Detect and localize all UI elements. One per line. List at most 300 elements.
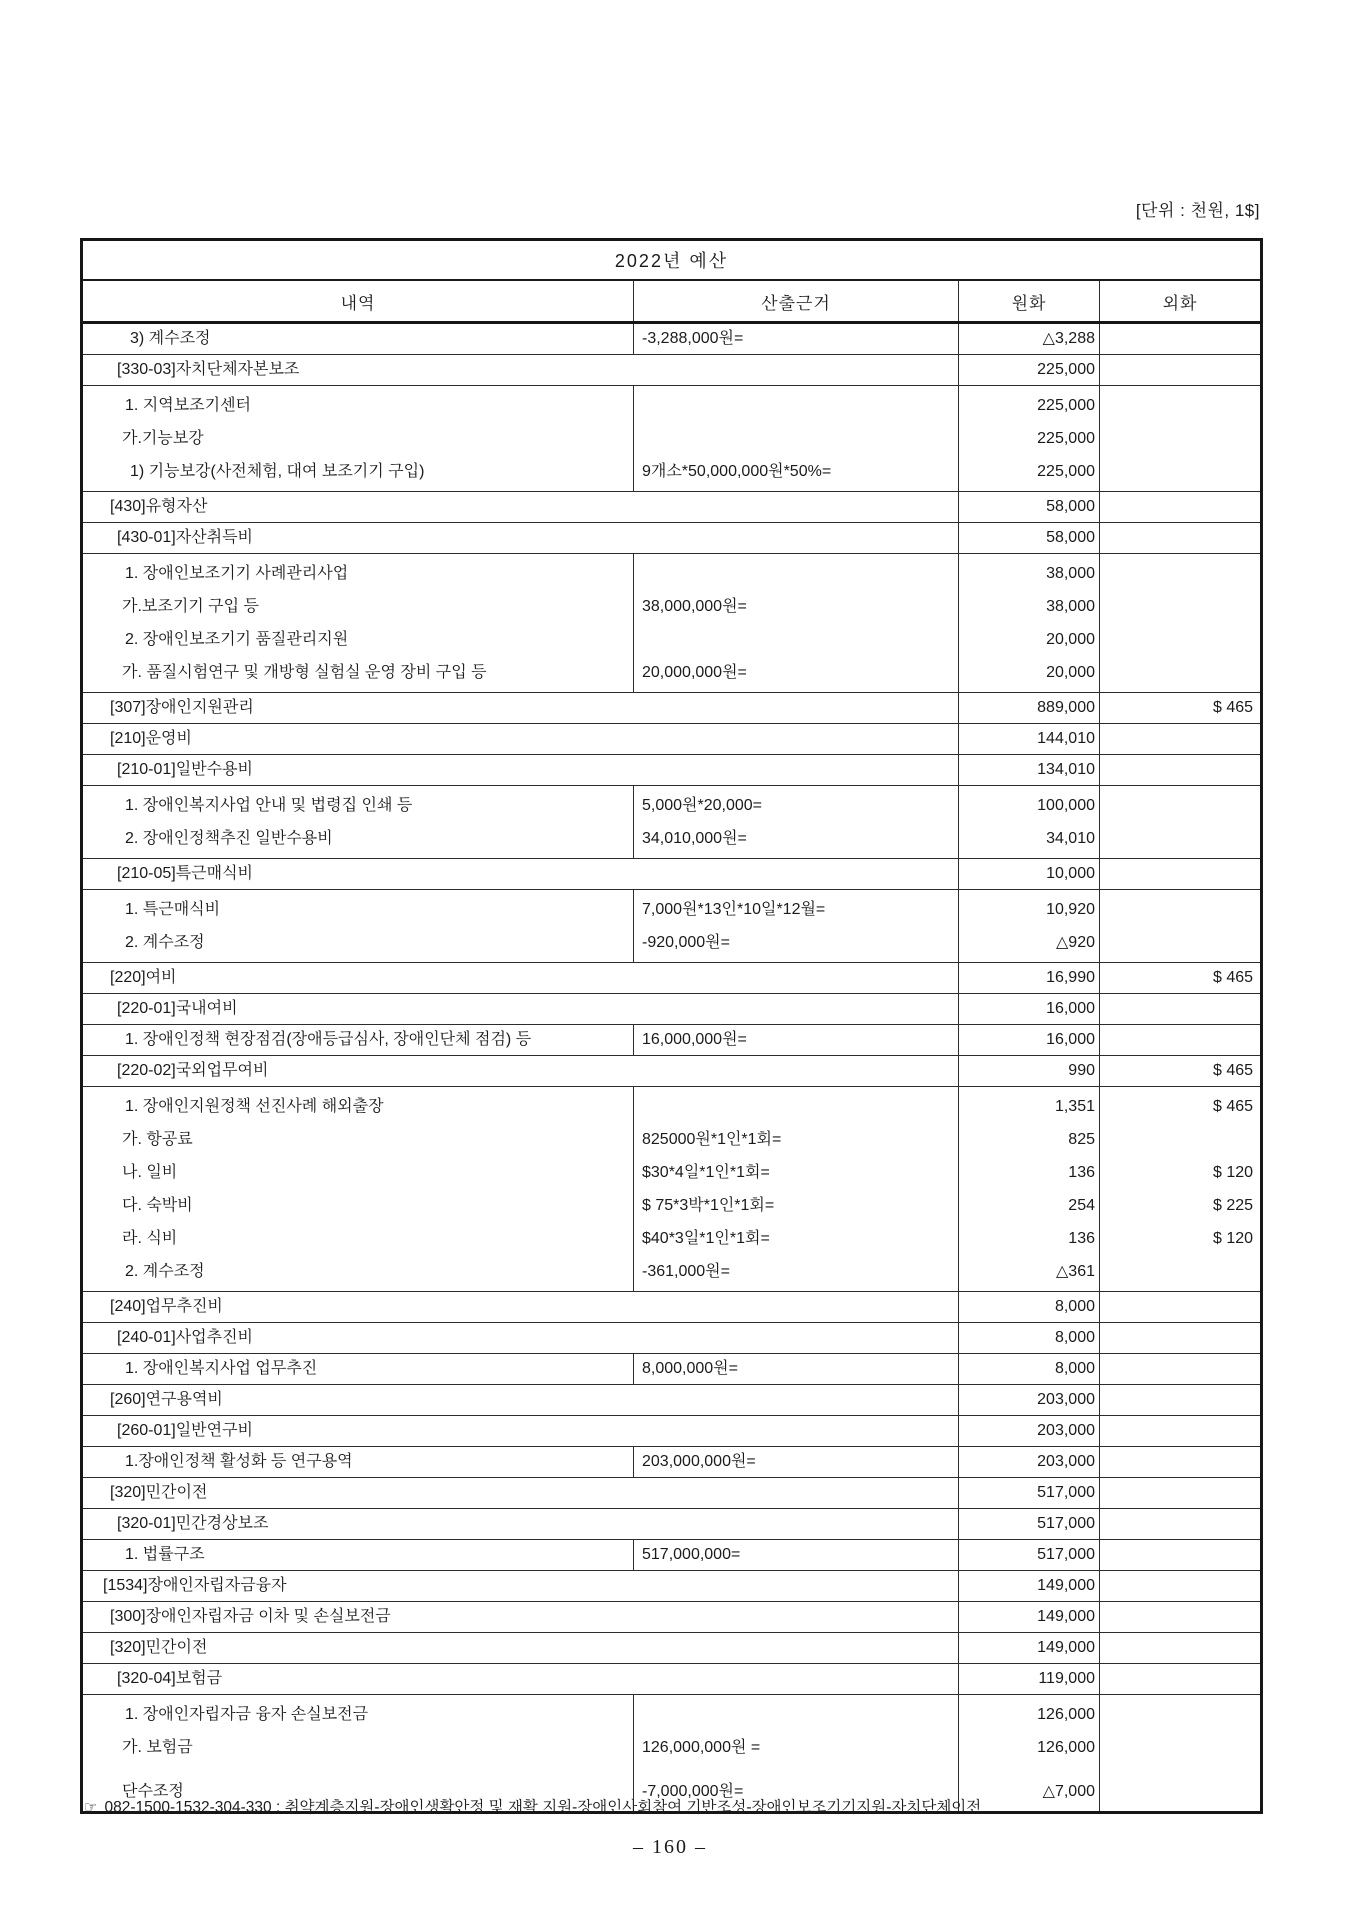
table-row: [82, 1056, 1262, 1087]
item-cell: [82, 492, 959, 523]
table-row: [82, 1571, 1262, 1602]
item-label: [220-01]국내여비: [117, 1000, 238, 1017]
calc-basis: 16,000,000원=: [642, 1031, 747, 1048]
table-title-row: [82, 240, 1262, 281]
basis-cell: [634, 554, 959, 693]
calc-basis: -920,000원=: [642, 934, 730, 951]
item-label: 가. 품질시험연구 및 개방형 실험실 운영 장비 구입 등: [122, 664, 487, 681]
usd-cell: [1100, 786, 1262, 859]
krw-cell: [959, 386, 1100, 492]
item-cell: [82, 755, 959, 786]
krw-cell: [959, 994, 1100, 1025]
item-label: 1. 지역보조기센터: [125, 397, 251, 414]
usd-amount: [1100, 1731, 1260, 1764]
usd-amount: $ 120: [1212, 1230, 1254, 1247]
table-row: [82, 963, 1262, 994]
item-cell: [82, 1664, 959, 1695]
usd-amount: [1100, 1478, 1260, 1508]
table-title: 2022년 예산: [82, 240, 1262, 281]
usd-amount: $ 465: [1212, 1098, 1254, 1115]
item-label: [300]장애인자립자금 이차 및 손실보전금: [110, 1608, 391, 1625]
table-row: [82, 786, 1262, 859]
calc-basis: [634, 623, 958, 656]
usd-cell: [1100, 1664, 1262, 1695]
item-label: 1. 장애인복지사업 업무추진: [125, 1360, 318, 1377]
usd-cell: [1100, 1323, 1262, 1354]
krw-cell: [959, 786, 1100, 859]
krw-amount: 225,000: [1037, 463, 1095, 480]
pointing-hand-icon: ☞: [84, 1799, 98, 1816]
usd-amount: [1100, 523, 1260, 553]
table-row: [82, 1087, 1262, 1292]
krw-amount: 517,000: [1037, 1546, 1095, 1563]
item-cell: [82, 1509, 959, 1540]
krw-cell: [959, 1087, 1100, 1292]
table-row: [82, 1478, 1262, 1509]
krw-cell: [959, 1323, 1100, 1354]
table-row: [82, 693, 1262, 724]
usd-cell: [1100, 323, 1262, 355]
usd-cell: [1100, 1447, 1262, 1478]
krw-amount: 225,000: [1037, 361, 1095, 378]
item-label: [210-05]특근매식비: [117, 865, 253, 882]
krw-amount: 16,000: [1046, 1031, 1095, 1048]
krw-cell: [959, 1571, 1100, 1602]
krw-cell: [959, 963, 1100, 994]
table-row: [82, 1633, 1262, 1664]
item-label: 가.기능보강: [122, 430, 204, 447]
usd-amount: [1100, 755, 1260, 785]
krw-amount: 203,000: [1037, 1422, 1095, 1439]
col-header-detail: 내역: [82, 280, 634, 323]
item-label: 가. 보험금: [122, 1739, 193, 1756]
item-cell: [82, 1478, 959, 1509]
krw-cell: [959, 1447, 1100, 1478]
krw-amount: 517,000: [1037, 1515, 1095, 1532]
col-header-calc-basis: 산출근거: [634, 280, 959, 323]
usd-cell: [1100, 1602, 1262, 1633]
usd-amount: [1100, 1255, 1260, 1288]
krw-cell: [959, 1416, 1100, 1447]
table-row: [82, 523, 1262, 554]
krw-amount: 225,000: [1037, 430, 1095, 447]
item-label: [320]민간이전: [110, 1639, 208, 1656]
item-label: [220]여비: [110, 969, 177, 986]
krw-amount: 134,010: [1037, 761, 1095, 778]
calc-basis: -361,000원=: [642, 1263, 730, 1280]
krw-amount: 1,351: [1054, 1098, 1095, 1115]
usd-amount: $ 465: [1212, 969, 1254, 986]
table-row: [82, 1540, 1262, 1571]
basis-cell: [634, 890, 959, 963]
krw-amount: △920: [1056, 934, 1095, 951]
usd-amount: [1100, 355, 1260, 385]
krw-amount: 149,000: [1037, 1639, 1095, 1656]
item-label: [260]연구용역비: [110, 1391, 223, 1408]
krw-amount: 38,000: [1046, 565, 1095, 582]
usd-amount: [1100, 1123, 1260, 1156]
table-row: [82, 1292, 1262, 1323]
krw-amount: 100,000: [1037, 797, 1095, 814]
item-cell: [82, 1354, 634, 1385]
item-label: [430]유형자산: [110, 498, 208, 515]
item-label: [320-04]보험금: [117, 1670, 223, 1687]
usd-cell: [1100, 554, 1262, 693]
table-row: [82, 1354, 1262, 1385]
table-row: [82, 492, 1262, 523]
krw-cell: [959, 1025, 1100, 1056]
krw-cell: [959, 323, 1100, 355]
item-cell: [82, 323, 634, 355]
usd-cell: [1100, 724, 1262, 755]
calc-basis: 517,000,000=: [642, 1546, 741, 1563]
basis-cell: [634, 1447, 959, 1478]
item-label: 2. 장애인보조기기 품질관리지원: [125, 631, 349, 648]
item-cell: [82, 1416, 959, 1447]
usd-cell: [1100, 1056, 1262, 1087]
usd-amount: [1100, 1447, 1260, 1477]
item-cell: [82, 1633, 959, 1664]
usd-cell: [1100, 1385, 1262, 1416]
calc-basis: 203,000,000원=: [642, 1453, 756, 1470]
table-row: [82, 1664, 1262, 1695]
krw-amount: 144,010: [1037, 730, 1095, 747]
krw-amount: 225,000: [1037, 397, 1095, 414]
table-row: [82, 323, 1262, 355]
krw-amount: 990: [1068, 1062, 1095, 1079]
table-row: [82, 890, 1262, 963]
krw-amount: 126,000: [1037, 1739, 1095, 1756]
item-label: [307]장애인지원관리: [110, 699, 254, 716]
item-label: [210-01]일반수용비: [117, 761, 253, 778]
krw-amount: 126,000: [1037, 1706, 1095, 1723]
usd-amount: [1100, 1602, 1260, 1632]
table-row: [82, 1447, 1262, 1478]
krw-cell: [959, 1633, 1100, 1664]
calc-basis: [634, 1090, 958, 1123]
krw-cell: [959, 1602, 1100, 1633]
item-cell: [82, 355, 959, 386]
usd-amount: [1100, 455, 1260, 488]
krw-amount: 58,000: [1046, 529, 1095, 546]
item-label: 1) 기능보강(사전체험, 대여 보조기기 구입): [130, 463, 425, 480]
krw-amount: 254: [1068, 1197, 1095, 1214]
item-cell: [82, 1025, 634, 1056]
usd-amount: [1100, 1540, 1260, 1570]
col-header-krw: 원화: [959, 280, 1100, 323]
item-cell: [82, 1056, 959, 1087]
item-label: 2. 계수조정: [125, 934, 205, 951]
footnote-text: 082-1500-1532-304-330 : 취약계층지원-장애인생활안정 및 재활 지원-장애인사회참여 기반조성-장애인보조기기지원-자치단체이전: [104, 1799, 982, 1816]
item-label: 1.장애인정책 활성화 등 연구용역: [125, 1453, 353, 1470]
krw-cell: [959, 1354, 1100, 1385]
usd-cell: [1100, 1087, 1262, 1292]
krw-cell: [959, 1478, 1100, 1509]
krw-cell: [959, 1056, 1100, 1087]
item-cell: [82, 554, 634, 693]
krw-cell: [959, 1540, 1100, 1571]
usd-amount: [1100, 422, 1260, 455]
item-label: 단수조정: [122, 1783, 184, 1800]
krw-amount: △7,000: [1042, 1783, 1095, 1800]
usd-cell: [1100, 755, 1262, 786]
table-row: [82, 1509, 1262, 1540]
item-label: [240]업무추진비: [110, 1298, 223, 1315]
item-label: 가.보조기기 구입 등: [122, 598, 259, 615]
krw-amount: 16,000: [1046, 1000, 1095, 1017]
usd-amount: [1100, 724, 1260, 754]
page-number: – 160 –: [633, 1836, 707, 1858]
item-label: [430-01]자산취득비: [117, 529, 253, 546]
krw-amount: 8,000: [1054, 1360, 1095, 1377]
usd-amount: [1100, 656, 1260, 689]
krw-amount: △361: [1056, 1263, 1095, 1280]
usd-amount: [1100, 859, 1260, 889]
calc-basis: 34,010,000원=: [642, 830, 747, 847]
usd-cell: [1100, 492, 1262, 523]
item-cell: [82, 1385, 959, 1416]
usd-cell: [1100, 859, 1262, 890]
krw-amount: 8,000: [1054, 1298, 1095, 1315]
budget-table-body: [82, 323, 1262, 1813]
item-cell: [82, 1323, 959, 1354]
usd-amount: [1100, 893, 1260, 926]
basis-cell: [634, 786, 959, 859]
usd-amount: [1100, 822, 1260, 855]
item-cell: [82, 1292, 959, 1323]
usd-amount: [1100, 623, 1260, 656]
krw-amount: 16,990: [1046, 969, 1095, 986]
calc-basis: [634, 1698, 958, 1731]
krw-cell: [959, 523, 1100, 554]
item-cell: [82, 386, 634, 492]
usd-amount: [1100, 389, 1260, 422]
table-row: [82, 1602, 1262, 1633]
item-label: 1. 법률구조: [125, 1546, 205, 1563]
basis-cell: [634, 1354, 959, 1385]
col-header-foreign-currency: 외화: [1100, 280, 1262, 323]
item-label: [260-01]일반연구비: [117, 1422, 253, 1439]
item-label: 가. 항공료: [122, 1131, 193, 1148]
krw-amount: △3,288: [1042, 330, 1095, 347]
item-label: 나. 일비: [122, 1164, 178, 1181]
table-row: [82, 1385, 1262, 1416]
usd-amount: [1100, 1025, 1260, 1055]
item-cell: [82, 963, 959, 994]
krw-amount: 10,920: [1046, 901, 1095, 918]
calc-basis: -3,288,000원=: [642, 330, 744, 347]
usd-amount: [1100, 1323, 1260, 1353]
krw-cell: [959, 1509, 1100, 1540]
krw-cell: [959, 554, 1100, 693]
usd-amount: [1100, 324, 1260, 354]
krw-cell: [959, 890, 1100, 963]
item-label: [330-03]자치단체자본보조: [117, 361, 300, 378]
calc-basis: 7,000원*13인*10일*12월=: [642, 901, 826, 918]
krw-cell: [959, 1292, 1100, 1323]
table-row: [82, 755, 1262, 786]
table-row: [82, 859, 1262, 890]
table-row: [82, 355, 1262, 386]
item-cell: [82, 523, 959, 554]
unit-note: [단위 : 천원, 1$]: [1135, 201, 1260, 220]
usd-amount: [1100, 926, 1260, 959]
item-label: 1. 장애인정책 현장점검(장애등급심사, 장애인단체 점검) 등: [125, 1031, 532, 1048]
item-label: [240-01]사업추진비: [117, 1329, 253, 1346]
usd-cell: [1100, 1509, 1262, 1540]
item-cell: [82, 859, 959, 890]
calc-basis: 5,000원*20,000=: [642, 797, 763, 814]
item-label: [320]민간이전: [110, 1484, 208, 1501]
calc-basis: [634, 557, 958, 590]
krw-cell: [959, 492, 1100, 523]
usd-cell: [1100, 1416, 1262, 1447]
basis-cell: [634, 386, 959, 492]
krw-amount: 517,000: [1037, 1484, 1095, 1501]
krw-amount: 136: [1068, 1164, 1095, 1181]
usd-amount: $ 225: [1212, 1197, 1254, 1214]
usd-amount: [1100, 590, 1260, 623]
krw-amount: 889,000: [1037, 699, 1095, 716]
usd-cell: [1100, 1025, 1262, 1056]
item-cell: [82, 786, 634, 859]
krw-amount: 10,000: [1046, 865, 1095, 882]
usd-cell: [1100, 1478, 1262, 1509]
item-label: [320-01]민간경상보조: [117, 1515, 269, 1532]
calc-basis: 126,000,000원 =: [642, 1739, 761, 1756]
item-cell: [82, 1571, 959, 1602]
item-label: 1. 특근매식비: [125, 901, 221, 918]
krw-cell: [959, 355, 1100, 386]
krw-cell: [959, 693, 1100, 724]
usd-cell: [1100, 1633, 1262, 1664]
item-label: [1534]장애인자립자금융자: [103, 1577, 287, 1594]
krw-amount: 58,000: [1046, 498, 1095, 515]
item-cell: [82, 1087, 634, 1292]
usd-amount: [1100, 1292, 1260, 1322]
item-cell: [82, 724, 959, 755]
usd-amount: [1100, 1633, 1260, 1663]
krw-amount: 203,000: [1037, 1453, 1095, 1470]
usd-amount: [1100, 1416, 1260, 1446]
calc-basis: $ 75*3박*1인*1회=: [642, 1197, 775, 1214]
column-header-row: [82, 280, 1262, 323]
krw-amount: 38,000: [1046, 598, 1095, 615]
item-cell: [82, 1540, 634, 1571]
krw-amount: 34,010: [1046, 830, 1095, 847]
krw-amount: 20,000: [1046, 664, 1095, 681]
usd-amount: [1100, 1664, 1260, 1694]
table-row: [82, 1025, 1262, 1056]
krw-amount: 20,000: [1046, 631, 1095, 648]
usd-amount: [1100, 789, 1260, 822]
item-label: 2. 계수조정: [125, 1263, 205, 1280]
item-cell: [82, 890, 634, 963]
krw-amount: 149,000: [1037, 1608, 1095, 1625]
item-label: 2. 장애인정책추진 일반수용비: [125, 830, 333, 847]
basis-cell: [634, 1025, 959, 1056]
item-cell: [82, 1447, 634, 1478]
usd-amount: [1100, 1354, 1260, 1384]
usd-cell: [1100, 1540, 1262, 1571]
footnote: [84, 1795, 1304, 1817]
calc-basis: [634, 389, 958, 422]
krw-amount: 825: [1068, 1131, 1095, 1148]
krw-amount: 8,000: [1054, 1329, 1095, 1346]
krw-cell: [959, 859, 1100, 890]
item-label: 1. 장애인보조기기 사례관리사업: [125, 565, 349, 582]
calc-basis: 38,000,000원=: [642, 598, 747, 615]
table-row: [82, 1323, 1262, 1354]
krw-amount: 149,000: [1037, 1577, 1095, 1594]
calc-basis: [634, 422, 958, 455]
item-label: 1. 장애인복지사업 안내 및 법령집 인쇄 등: [125, 797, 413, 814]
basis-cell: [634, 323, 959, 355]
item-cell: [82, 1602, 959, 1633]
usd-amount: [1100, 557, 1260, 590]
table-row: [82, 386, 1262, 492]
calc-basis: -7,000,000원=: [642, 1783, 744, 1800]
krw-amount: 203,000: [1037, 1391, 1095, 1408]
item-label: 1. 장애인자립자금 융자 손실보전금: [125, 1706, 369, 1723]
usd-cell: [1100, 1571, 1262, 1602]
usd-amount: [1100, 1698, 1260, 1731]
table-row: [82, 1416, 1262, 1447]
usd-amount: [1100, 492, 1260, 522]
basis-cell: [634, 1087, 959, 1292]
krw-amount: 119,000: [1038, 1670, 1095, 1687]
budget-table: [80, 238, 1263, 1814]
table-row: [82, 724, 1262, 755]
calc-basis: 20,000,000원=: [642, 664, 747, 681]
usd-amount: [1100, 1571, 1260, 1601]
usd-amount: $ 465: [1212, 1062, 1254, 1079]
calc-basis: 825000원*1인*1회=: [642, 1131, 782, 1148]
item-label: 1. 장애인지원정책 선진사례 해외출장: [125, 1098, 384, 1115]
table-row: [82, 554, 1262, 693]
krw-amount: 136: [1068, 1230, 1095, 1247]
calc-basis: 9개소*50,000,000원*50%=: [642, 463, 832, 480]
usd-cell: [1100, 693, 1262, 724]
usd-cell: [1100, 963, 1262, 994]
calc-basis: $30*4일*1인*1회=: [642, 1164, 770, 1181]
usd-cell: [1100, 386, 1262, 492]
usd-amount: $ 465: [1212, 699, 1254, 716]
item-cell: [82, 693, 959, 724]
usd-cell: [1100, 1354, 1262, 1385]
usd-amount: [1100, 994, 1260, 1024]
item-label: 다. 숙박비: [122, 1197, 193, 1214]
item-label: [220-02]국외업무여비: [117, 1062, 269, 1079]
item-label: [210]운영비: [110, 730, 192, 747]
usd-amount: [1100, 1509, 1260, 1539]
item-cell: [82, 994, 959, 1025]
basis-cell: [634, 1540, 959, 1571]
krw-cell: [959, 724, 1100, 755]
item-label: 3) 계수조정: [130, 330, 211, 347]
calc-basis: $40*3일*1인*1회=: [642, 1230, 770, 1247]
calc-basis: 8,000,000원=: [642, 1360, 738, 1377]
usd-amount: $ 120: [1212, 1164, 1254, 1181]
usd-amount: [1100, 1385, 1260, 1415]
krw-cell: [959, 755, 1100, 786]
usd-cell: [1100, 890, 1262, 963]
usd-cell: [1100, 523, 1262, 554]
usd-cell: [1100, 355, 1262, 386]
krw-cell: [959, 1385, 1100, 1416]
usd-cell: [1100, 994, 1262, 1025]
item-label: 라. 식비: [122, 1230, 178, 1247]
